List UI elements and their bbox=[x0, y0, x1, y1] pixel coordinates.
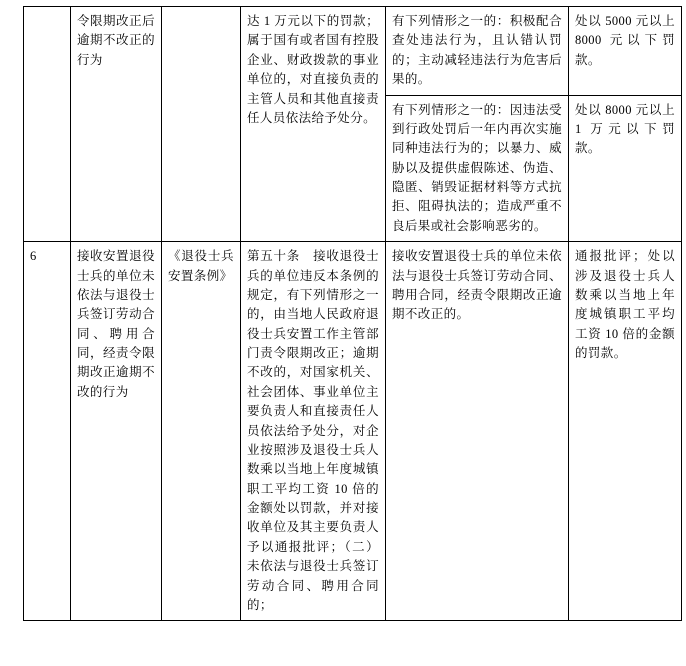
act-text: 令限期改正后逾期不改正的行为 bbox=[77, 14, 155, 67]
provision-text: 达 1 万元以下的罚款；属于国有或者国有控股企业、财政拨款的事业单位的，对直接负责的主管人员和其他直接责任人员依法给予处分。 bbox=[247, 14, 379, 125]
penalty-text: 通报批评；处以涉及退役士兵人数乘以当地上年度城镇职工平均工资 10 倍的金额的罚款。 bbox=[575, 249, 675, 360]
provision-text: 第五十条 接收退役士兵的单位违反本条例的规定，有下列情形之一的，由当地人民政府退役士兵安置工作主管部门责令限期改正；逾期不改的，对国家机关、社会团体、事业单位主要负责人和直接责任人员依法给予处分，对企业按照涉及退役士兵人数乘以当地上年度城镇职工平均工资 10 倍的金额处以罚款，并对接收单位及其主要负责人予以通报批评；（二）未依法与退役士兵签订劳动合同、聘用合同的； bbox=[247, 249, 379, 612]
table-row bbox=[24, 7, 682, 96]
act-cell bbox=[71, 7, 162, 242]
circumstance-cell bbox=[386, 242, 569, 621]
table-body bbox=[24, 7, 682, 621]
circumstance-cell bbox=[386, 95, 569, 242]
circumstance-text: 有下列情形之一的：积极配合查处违法行为，且认错认罚的；主动减轻违法行为危害后果的。 bbox=[392, 14, 562, 87]
row-number-cell bbox=[24, 7, 71, 242]
penalty-cell bbox=[569, 95, 682, 242]
basis-text: 《退役士兵安置条例》 bbox=[168, 249, 234, 283]
table-row bbox=[24, 242, 682, 621]
basis-cell bbox=[162, 242, 241, 621]
circumstance-text: 有下列情形之一的：因违法受到行政处罚后一年内再次实施同种违法行为的；以暴力、威胁以及提供虚假陈述、伪造、隐匿、销毁证据材料等方式抗拒、阻碍执法的；造成严重不良后果或社会影响恶劣的。 bbox=[392, 102, 562, 233]
circumstance-cell bbox=[386, 7, 569, 96]
penalty-cell bbox=[569, 242, 682, 621]
circumstance-text: 接收安置退役士兵的单位未依法与退役士兵签订劳动合同、聘用合同，经责令限期改正逾期不改正的。 bbox=[392, 249, 562, 322]
act-cell bbox=[71, 242, 162, 621]
penalty-text: 处以 5000 元以上 8000 元以下罚款。 bbox=[575, 14, 675, 67]
penalty-cell bbox=[569, 7, 682, 96]
penalty-text: 处以 8000 元以上 1 万元以下罚款。 bbox=[575, 102, 675, 156]
row-number-cell bbox=[24, 242, 71, 621]
basis-cell bbox=[162, 7, 241, 242]
act-text: 接收安置退役士兵的单位未依法与退役士兵签订劳动合同、聘用合同，经责令限期改正逾期不改的行为 bbox=[77, 249, 155, 399]
regulation-table bbox=[23, 6, 682, 621]
provision-cell bbox=[241, 7, 386, 242]
provision-cell bbox=[241, 242, 386, 621]
row-number: 6 bbox=[30, 249, 37, 264]
